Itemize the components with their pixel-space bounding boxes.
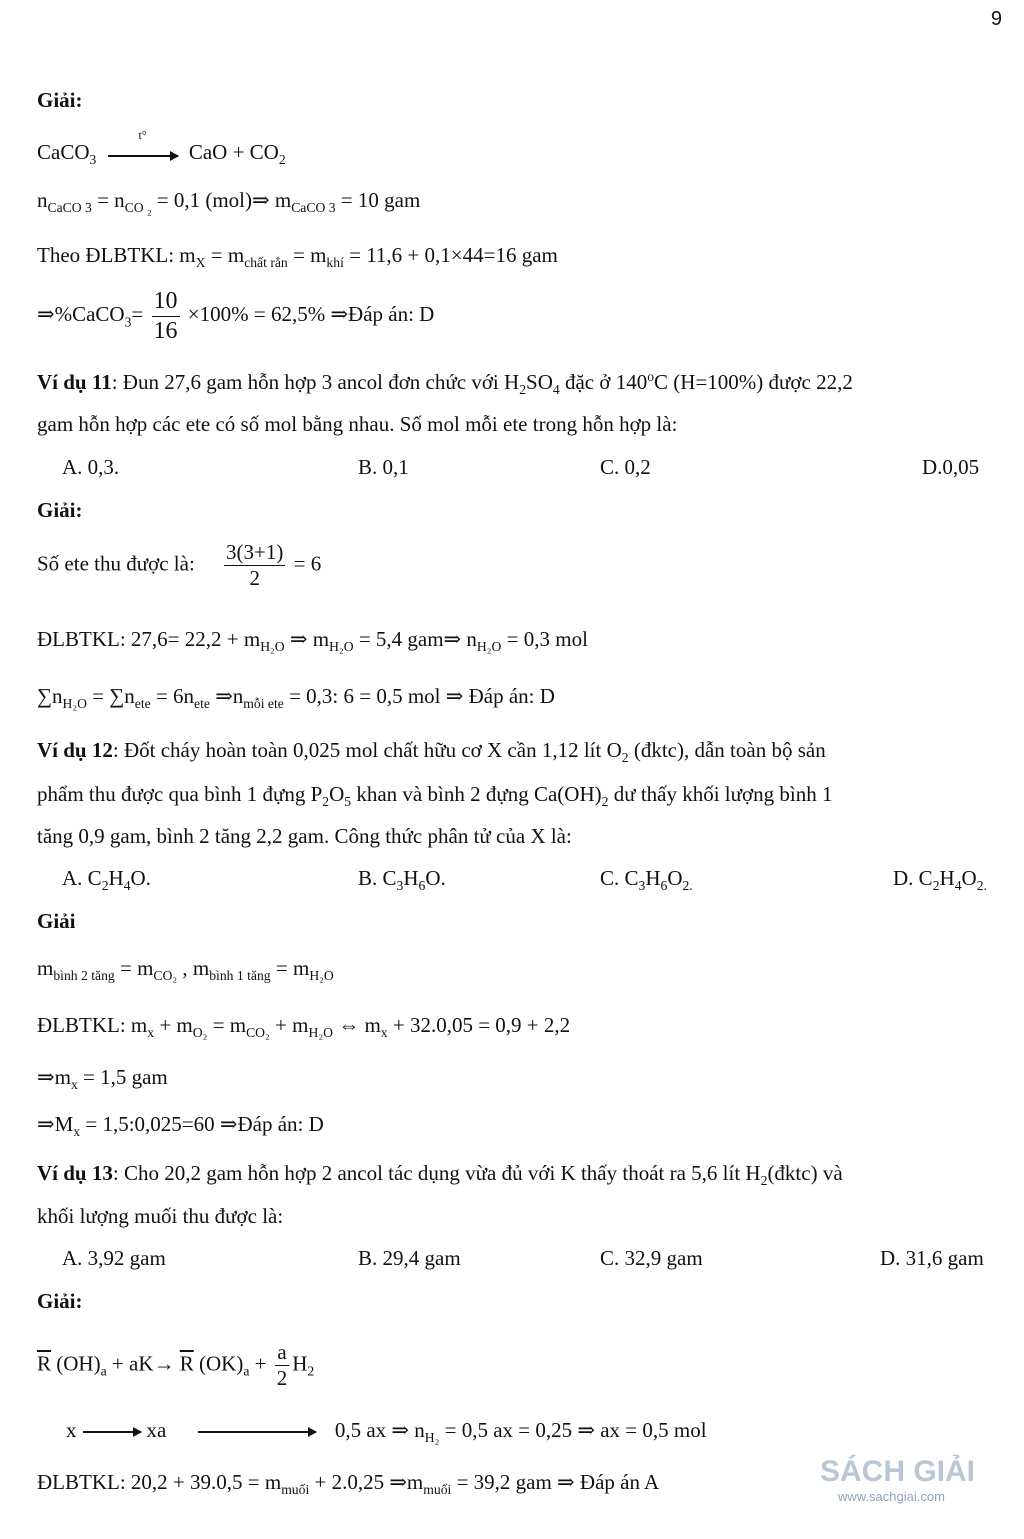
brand-url: www.sachgiai.com [838, 1489, 945, 1504]
equation-mass-conservation: Theo ĐLBTKL: $m_X = m_{chất rắn} = m_{khí} = 11,6 + 0,1\times 44=16$ gam [37, 243, 558, 271]
option-b: B. $C_3H_6O$. [358, 866, 446, 894]
solution-heading: Giải: [37, 88, 83, 112]
solution-heading: Giải: [37, 498, 83, 522]
equation-mass-x: $\Rightarrow m_x = 1,5$ gam [37, 1065, 168, 1093]
equation-ether-count: Số ete thu được là: $\frac{3(3+1)}{2}$ = 6 [37, 540, 322, 591]
equation-molar-mass: $\Rightarrow M_x$ = 1,5:0,025=60 ⇒Đáp án: D [37, 1112, 324, 1140]
example-11-question-line2: gam hỗn hợp các ete có số mol bằng nhau. Số mol mỗi ete trong hỗn hợp là: [37, 412, 678, 436]
equation-percent: ⇒%CaCO$_3$= $\frac{10}{16}$ ×100% = 62,5% ⇒Đáp án: D [37, 288, 435, 344]
example-12-question-line3: tăng 0,9 gam, bình 2 tăng 2,2 gam. Công thức phân tử của X là: [37, 824, 572, 848]
option-a: A. $C_2H_4O$. [62, 866, 151, 894]
equation-mass-conservation: ĐLBTKL: $m_x + m_{O_2} = m_{CO_2} + m_{H_2O}$ ⇔ $m_x + 32.0,05 = 0,9 + 2,2$ [37, 1013, 571, 1041]
option-d: D. 31,6 gam [880, 1246, 984, 1270]
example-12-question: Ví dụ 12: Đốt cháy hoàn toàn 0,025 mol chất hữu cơ X cần 1,12 lít $O_2$ (đktc), dẫn toàn bộ sản [37, 738, 826, 766]
equation-salt-mass: ĐLBTKL: $20,2 + 39.0,5 = m_{muối} + 2.0,25$ $\Rightarrow m_{muối} = 39,2$ gam ⇒ Đáp án A [37, 1470, 660, 1498]
solution-heading: Giải: [37, 1289, 83, 1313]
option-a: A. 0,3. [62, 455, 120, 479]
equation-stoichiometry: x xa 0,5 ax ⇒ $n_{H_2} = 0,5$ ax = 0,25 ⇒ ax = 0,5 mol [66, 1418, 707, 1446]
example-11-question: Ví dụ 11: Đun 27,6 gam hỗn hợp 3 ancol đơn chức với $H_2SO_4$ đặc ở 140$^o$C (H=100%) được 22,2 [37, 369, 853, 398]
option-c: C. 0,2 [600, 455, 651, 479]
equation-ether-moles: $\sum n_{H_2O} = \sum n_{ete} = 6n_{ete}$ $\Rightarrow n_{mỗi ete} = 0,3$: 6 = 0,5 mol ⇒ Đáp án: D [37, 684, 555, 712]
equation-water-mass: ĐLBTKL: $27,6= 22,2 + m_{H_2O}$ ⇒ $m_{H_2O} = 5,4$ gam⇒ $n_{H_2O} = 0,3$ mol [37, 627, 588, 655]
example-13-question-line2: khối lượng muối thu được là: [37, 1204, 284, 1228]
option-a: A. 3,92 gam [62, 1246, 166, 1270]
option-b: B. 0,1 [358, 455, 409, 479]
equation-decomposition: CaCO$_3$ t° CaO + $CO_2$ [37, 127, 286, 168]
brand-watermark [820, 1455, 1020, 1539]
brand-logo-text: SÁCH GIẢI [820, 1455, 976, 1488]
equation-reaction-potassium: $\overline{R}$ $(OH)_a + aK\to \overline{R}$ $(OK)_a$ + $\frac{a}{2}$ $H_2$ [37, 1340, 315, 1391]
example-13-question: Ví dụ 13: Cho 20,2 gam hỗn hợp 2 ancol tác dụng vừa đủ với K thấy thoát ra 5,6 lít $H_2(đktc)$ và [37, 1161, 843, 1189]
option-d: D. $C_2H_4O_{2.}$ [893, 866, 987, 894]
option-d: D.0,05 [922, 455, 980, 479]
page-number: 9 [990, 8, 1002, 30]
option-c: C. $C_3H_6O_{2.}$ [600, 866, 693, 894]
option-b: B. 29,4 gam [358, 1246, 461, 1270]
example-12-question-line2: phẩm thu được qua bình 1 đựng $P_2O_5$ khan và bình 2 đựng $Ca(OH)_2$ dư thấy khối lượng bình 1 [37, 782, 833, 810]
solution-heading: Giải [37, 909, 76, 933]
equation-flask-mass: $m_{bình 2 tăng} = m_{CO_2}$ , $m_{bình 1 tăng} = m_{H_2O}$ [37, 956, 334, 984]
option-c: C. 32,9 gam [600, 1246, 703, 1270]
equation-moles: $n_{CaCO 3} = n_{CO _2} = 0,1$ (mol)⇒ $m_{CaCO 3} = 10$ gam [37, 188, 421, 218]
